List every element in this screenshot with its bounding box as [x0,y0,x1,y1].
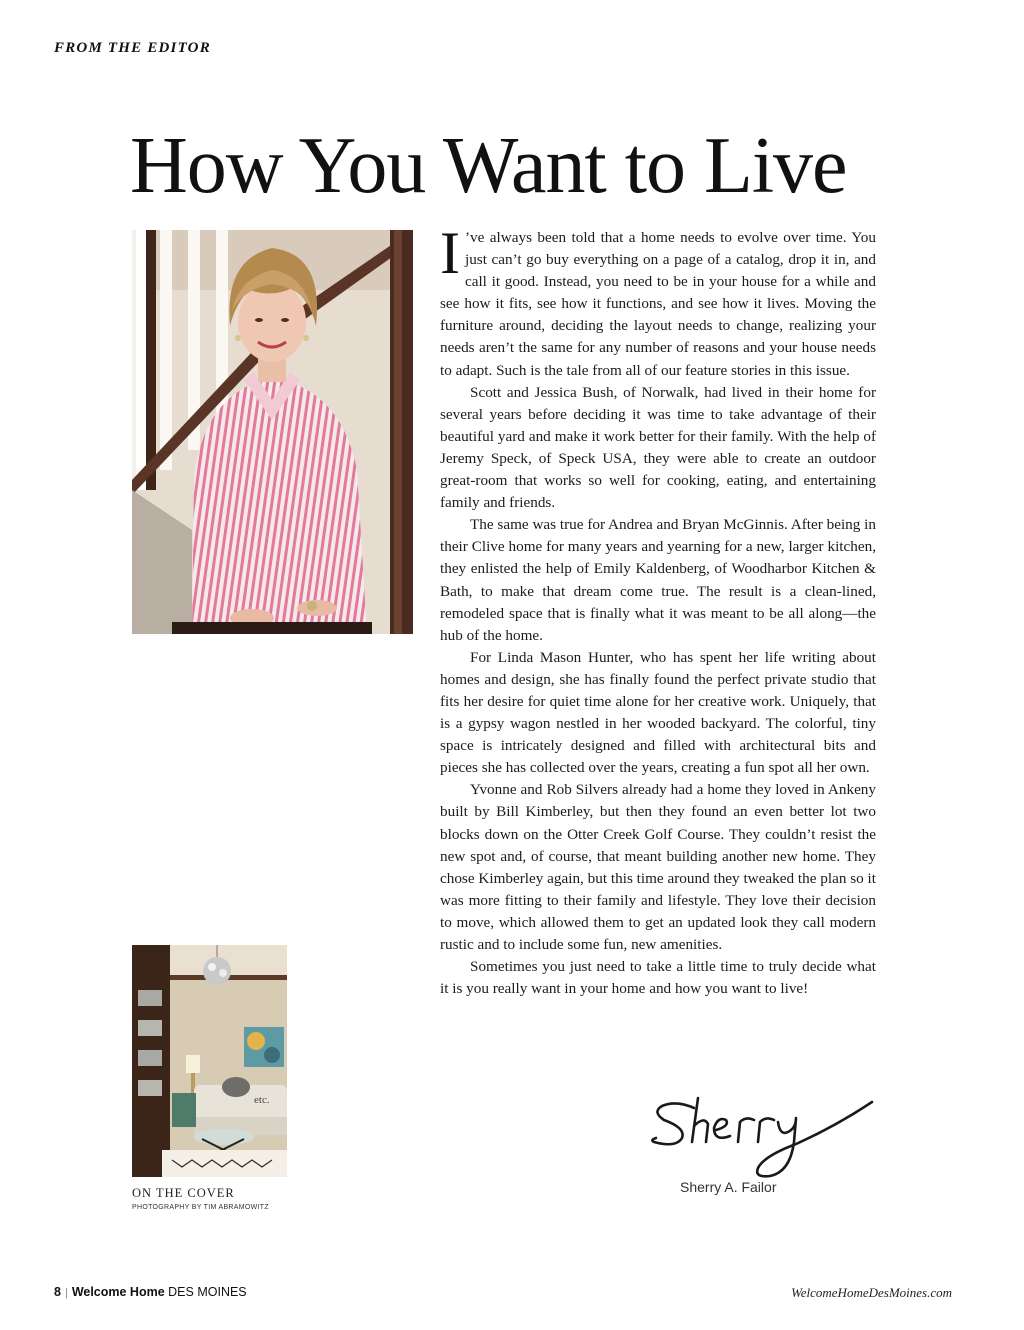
footer-separator: | [64,1287,68,1299]
page-footer-folio [54,1285,247,1299]
cover-caption-title: ON THE COVER [132,1186,235,1200]
article-paragraph: Sometimes you just need to take a little time to truly decide what it is you really want in your home and how you want to live! [440,958,876,998]
article-paragraph: The same was true for Andrea and Bryan McGinnis. After being in their Clive home for many years and yearning for a new, larger kitchen, they enlisted the help of Emily Kaldenberg, of Woodharbor Kitchen & Bath, to make that dream come true. The result is a clean-lined, remodeled space that is finally what it was meant to be all along—the hub of the home. [440,516,876,644]
article-paragraph: I ’ve always been told that a home needs to evolve over time. You just can’t go buy everything on a page of a catalog, drop it in, and call it good. Instead, you need to be in your house for a while and see how it fits, see how it functions, and see how it lives. Moving the furniture around, deciding the layout needs to change, realizing your needs aren’t the same for any number of reasons and your house needs to adapt. Such is the tale from all of our feature stories in this issue. [440,220,876,379]
handwritten-signature [646,1092,878,1184]
footer-website: WelcomeHomeDesMoines.com [791,1285,952,1300]
page-number: 8 [54,1285,61,1299]
cover-photo-credit: PHOTOGRAPHY BY TIM ABRAMOWITZ [132,1204,269,1211]
article-paragraph: For Linda Mason Hunter, who has spent her life writing about homes and design, she has finally found the perfect private studio that fits her desire for quiet time alone for her creative work. Uniquely, that is a gypsy wagon nestled in her wooded backyard. The colorful, tiny space is intricately designed and filled with architectural bits and pieces she has collected over the years, creating a fun spot all her own. [440,648,876,777]
article-paragraph: Scott and Jessica Bush, of Norwalk, had lived in their home for several years before deciding it was time to take advantage of their beautiful yard and make it work better for their family. With the help of Jeremy Speck, of Speck USA, they were able to create an outdoor great-room that works so well for cooking, eating, and entertaining family and friends. [440,383,876,512]
signer-name: Sherry A. Failor [680,1179,777,1195]
article-paragraph: Yvonne and Rob Silvers already had a home they loved in Ankeny built by Bill Kimberley, but then they found an even better lot two blocks down on the Otter Creek Golf Course. They couldn’t resist the new spot and, of course, that meant building another new home. They chose Kimberley again, but this time around they tweaked the plan so it was more fitting to their family and lifestyle. They love their decision to move, which allowed them to get an updated look they call modern rustic and to include some fun, new amenities. [440,781,876,953]
drop-cap: I [440,220,460,286]
magazine-name-bold: Welcome Home [71,1285,165,1299]
cover-photo [132,945,287,1177]
editor-portrait-photo [132,230,413,634]
page-title: How You Want to Live [130,122,847,210]
section-label: FROM THE EDITOR [54,40,211,56]
article-body [440,220,876,1000]
magazine-name-city: DES MOINES [168,1285,247,1299]
cover-pillow-text: etc. [254,1094,270,1106]
